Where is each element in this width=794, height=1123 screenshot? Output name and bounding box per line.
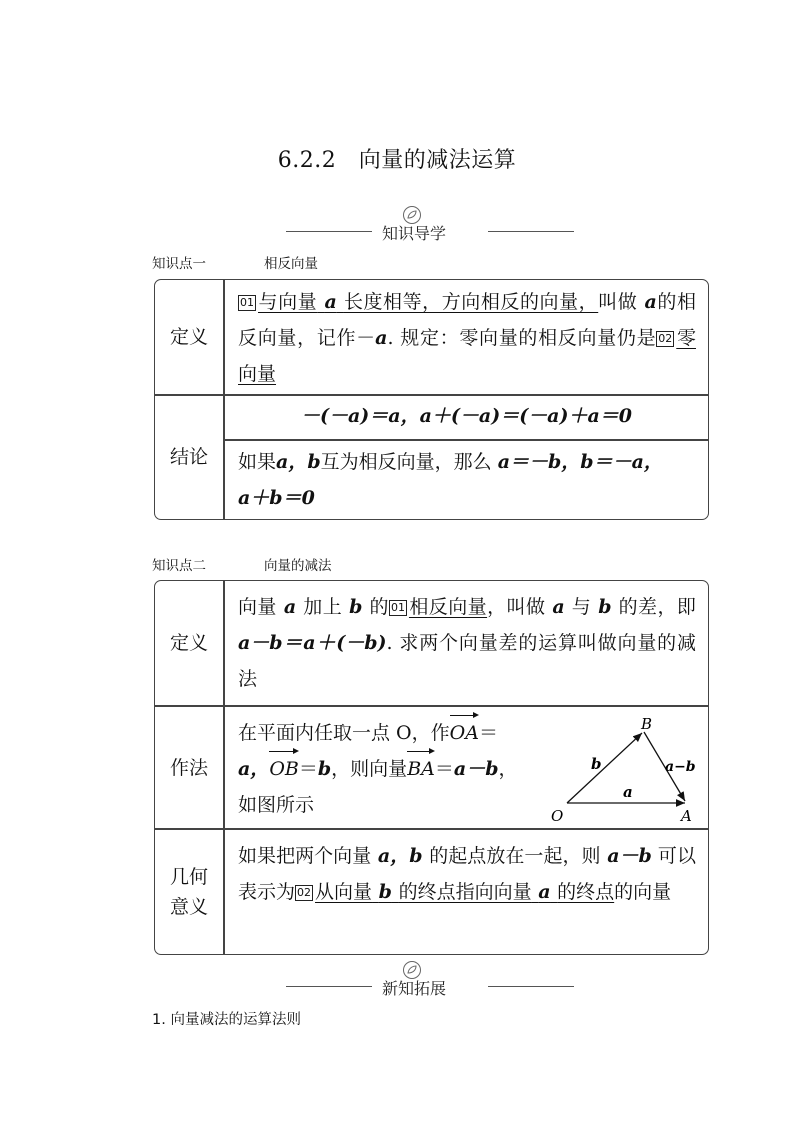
text: ，叫做	[487, 596, 546, 618]
answer-text: 长度相等，方向相反的向量，	[343, 291, 599, 313]
geometric-meaning-row	[155, 830, 708, 954]
label-a-minus-b: a−b	[665, 759, 696, 775]
text: . 规定：零向量的相反向量仍是	[387, 327, 657, 349]
text: ＝	[434, 758, 454, 780]
knowledge-point-2	[152, 554, 332, 574]
label-line: 几何	[169, 866, 208, 888]
point-B: B	[641, 717, 653, 733]
blank-number: 02	[297, 886, 312, 899]
section-banner-guide	[254, 205, 574, 245]
point-O: O	[551, 807, 564, 825]
row-label: 作法	[169, 756, 208, 779]
formula: a－b＝a＋(－b)	[238, 632, 387, 654]
vector-BA: BA	[407, 751, 435, 787]
formula: －(－a)＝a，a＋(－a)＝(－a)＋a＝0	[300, 405, 633, 427]
blank-number: 01	[240, 296, 254, 309]
vector-a: a	[375, 327, 388, 349]
geometric-meaning-text	[238, 838, 696, 910]
text: ，如图所示	[238, 758, 518, 816]
row-divider	[224, 439, 708, 441]
banner-line-right	[488, 231, 574, 232]
vector-OA: OA	[450, 715, 479, 751]
text: 互为相反向量，那么	[320, 451, 492, 473]
text: 的差，即	[618, 596, 696, 618]
formula: a＝－b，b＝－a，	[497, 451, 663, 473]
text: 的起点放在一起，则	[429, 845, 601, 867]
answer-text: 的终点	[557, 881, 615, 903]
construction-text	[238, 715, 520, 823]
vector-b: b	[317, 758, 332, 780]
conclusion-text	[238, 444, 696, 516]
formula: a＋b＝0	[238, 487, 315, 509]
section-banner-extension	[254, 960, 574, 1000]
banner-line-right	[488, 986, 574, 987]
text: 与	[571, 596, 592, 618]
vectors: a，b	[377, 845, 423, 867]
vector-OB: OB	[269, 751, 299, 787]
formula: a－b	[453, 758, 499, 780]
kp-label: 知识点一	[152, 256, 206, 272]
answer-text: 零向量	[238, 327, 696, 385]
kp-label: 知识点二	[152, 558, 206, 574]
vector-a: a	[552, 596, 565, 618]
row-label: 定义	[169, 326, 208, 348]
vector-b: b	[378, 881, 392, 903]
blank-number: 02	[658, 332, 673, 345]
section-heading: 1. 向量减法的运算法则	[152, 1012, 301, 1028]
answer-text: 与向量	[258, 291, 318, 313]
text: 可以表示为	[238, 845, 696, 903]
answer-text: 的终点指向向量	[398, 881, 532, 903]
row-label: 定义	[169, 632, 208, 654]
page-title: 6.2.2 向量的减法运算	[277, 148, 517, 173]
opposite-vector-table	[154, 279, 709, 520]
kp-name: 相反向量	[264, 256, 318, 272]
text: 如果把两个向量	[238, 845, 372, 867]
vector-b: b	[349, 596, 363, 618]
definition-text	[238, 284, 696, 392]
blank-number: 01	[390, 601, 405, 614]
vector-a: a	[644, 291, 657, 313]
definition-text	[238, 589, 696, 697]
answer-text: 相反向量	[408, 596, 488, 618]
vector-subtraction-table	[154, 580, 709, 955]
text: 如果	[238, 451, 277, 473]
vector-a: a	[283, 596, 297, 618]
banner-text: 新知拓展	[381, 979, 446, 998]
text: 向量	[238, 596, 277, 618]
vector-b: b	[598, 596, 612, 618]
conclusion-row	[155, 396, 708, 517]
row-label	[155, 830, 223, 954]
text: ＝	[298, 758, 318, 780]
vector-a: a	[538, 881, 551, 903]
row-label: 结论	[169, 445, 208, 468]
vector-a: a	[324, 291, 337, 313]
label-a: a	[623, 783, 633, 801]
definition-row	[155, 280, 708, 394]
text: . 求两个向量差的运算叫做向量的减法	[238, 632, 696, 690]
knowledge-point-1	[152, 252, 318, 272]
vector-diagram	[543, 717, 703, 827]
vectors: a，b	[276, 451, 321, 473]
text: 的	[369, 596, 389, 618]
label-b: b	[591, 755, 602, 773]
vector-a: a，	[238, 758, 270, 780]
point-A: A	[681, 807, 692, 825]
text: 的相反向量，记作－	[238, 291, 696, 349]
text: 叫做	[598, 291, 638, 313]
formula: a－b	[607, 845, 652, 867]
text: ＝	[478, 722, 498, 744]
banner-text: 知识导学	[381, 224, 446, 243]
text: 加上	[303, 596, 343, 618]
text: ，则向量	[331, 758, 408, 780]
construction-row	[155, 707, 708, 828]
text: 在平面内任取一点 O，作	[238, 722, 450, 744]
kp-name: 向量的减法	[264, 558, 332, 574]
label-line: 意义	[169, 896, 208, 918]
definition-row	[155, 581, 708, 705]
conclusion-formula	[225, 398, 708, 434]
text: 的向量	[614, 881, 672, 903]
answer-text: 从向量	[315, 881, 373, 903]
